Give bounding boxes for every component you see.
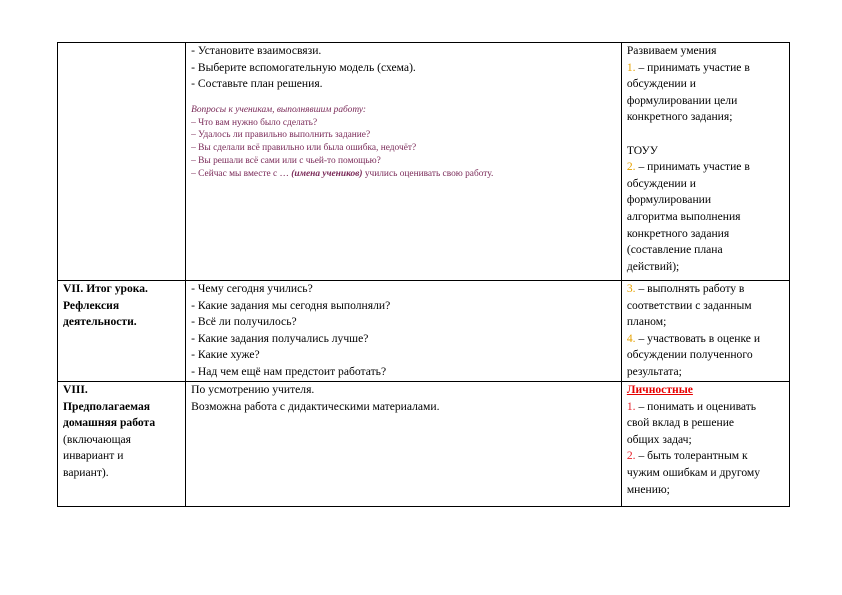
stage-note: вариант).: [63, 465, 109, 479]
uud-item-line: обсуждении полученного: [626, 348, 753, 362]
uud-item-line: общих задач;: [626, 432, 692, 446]
uud-item-1: 1. – принимать участие в: [626, 60, 750, 74]
table-row: [58, 382, 790, 507]
stage-cell: [58, 43, 186, 281]
uud-item-line: обсуждении и: [626, 77, 696, 91]
uud-item-line: формулировании: [626, 193, 712, 207]
content-line: - Какие задания мы сегодня выполняли?: [191, 298, 391, 312]
question-line: – Вы решали всё сами или с чьей-то помощью?: [191, 155, 381, 166]
uud-item-3: 3. – выполнять работу в: [626, 282, 745, 295]
uud-item-line: результата;: [626, 364, 682, 378]
uud-item-line: формулировании цели: [626, 93, 738, 107]
stage-note: (включающая: [63, 432, 132, 446]
content-line: - Всё ли получилось?: [191, 315, 297, 329]
uud-heading: Развиваем умения: [626, 44, 717, 57]
uud-item-line: конкретного задания;: [626, 110, 733, 124]
uud-item-line: конкретного задания: [626, 226, 730, 240]
content-line: - Чему сегодня учились?: [191, 282, 313, 295]
uud-cell: [621, 281, 789, 382]
uud-item-line: мнению;: [626, 482, 670, 496]
content-cell: [186, 43, 622, 281]
lesson-plan-table: [57, 42, 790, 507]
uud-item-line: алгоритма выполнения: [626, 209, 741, 223]
question-line: – Что вам нужно было сделать?: [191, 117, 318, 128]
uud-item-2: 2. – быть толерантным к: [626, 449, 748, 463]
personal-heading: Личностные: [626, 383, 693, 396]
question-line: – Удалось ли правильно выполнить задание?: [191, 130, 371, 141]
table-row: [58, 43, 790, 281]
uud-item-line: обсуждении и: [626, 176, 696, 190]
uud-item-line: действий);: [626, 259, 680, 273]
uud-cell: [621, 43, 789, 281]
question-line: – Вы сделали всё правильно или была ошибка, недочёт?: [191, 143, 417, 154]
content-line: - Выберите вспомогательную модель (схема).: [191, 60, 416, 74]
uud-item-4: 4. – участвовать в оценке и: [626, 331, 761, 345]
toyu-heading: ТОУУ: [626, 143, 658, 157]
uud-cell: [621, 382, 789, 507]
uud-item-line: (составление плана: [626, 243, 723, 257]
content-line: - Какие хуже?: [191, 348, 260, 362]
uud-item-line: соответствии с заданным: [626, 298, 752, 312]
stage-cell: [58, 382, 186, 507]
stage-title: Предполагаемая: [63, 399, 151, 413]
table-row: [58, 281, 790, 382]
uud-item-1: 1. – понимать и оценивать: [626, 399, 757, 413]
stage-title: деятельности.: [63, 315, 137, 329]
content-cell: [186, 281, 622, 382]
question-line-last: – Сейчас мы вместе с … (имена учеников) учились оценивать свою работу.: [191, 168, 494, 179]
content-line: - Какие задания получались лучше?: [191, 331, 369, 345]
content-cell: [186, 382, 622, 507]
content-line: - Над чем ещё нам предстоит работать?: [191, 364, 387, 378]
stage-title: Рефлексия: [63, 298, 120, 312]
content-line: По усмотрению учителя.: [191, 383, 315, 396]
uud-item-line: планом;: [626, 315, 667, 329]
stage-title: VII. Итог урока.: [63, 282, 148, 295]
content-line: Возможна работа с дидактическими материалами.: [191, 399, 440, 413]
uud-item-2: 2. – принимать участие в: [626, 160, 750, 174]
uud-item-line: чужим ошибкам и другому: [626, 465, 761, 479]
questions-title: Вопросы к ученикам, выполнявшим работу:: [191, 104, 367, 115]
stage-note: инвариант и: [63, 449, 124, 463]
spacer: [627, 126, 785, 143]
stage-title: VIII.: [63, 383, 88, 396]
uud-item-line: свой вклад в решение: [626, 416, 735, 430]
content-line: - Составьте план решения.: [191, 77, 323, 91]
content-line: - Установите взаимосвязи.: [191, 44, 322, 57]
stage-title: домашняя работа: [63, 416, 156, 430]
stage-cell: [58, 281, 186, 382]
